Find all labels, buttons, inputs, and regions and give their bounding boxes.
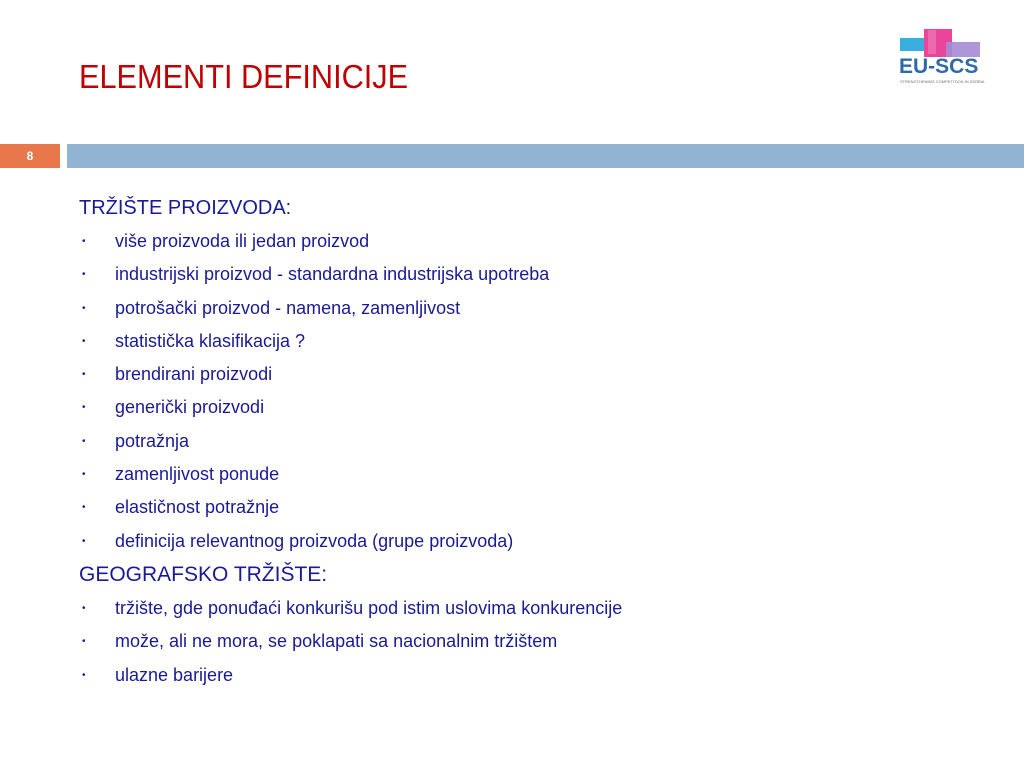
- list-item: [79, 225, 999, 258]
- list-item-text: potrošački proizvod - namena, zamenljivost: [115, 297, 461, 318]
- list-item-text: tržište, gde ponuđaći konkurišu pod istim uslovima konkurencije: [115, 597, 623, 618]
- bullet-icon: •: [82, 469, 86, 481]
- logo-tagline: STRENGTHENING COMPETITION IN SERBIA: [900, 79, 985, 84]
- list-item: [79, 491, 999, 524]
- header-band: [67, 144, 1024, 168]
- slide-title: ELEMENTI DEFINICIJE: [79, 58, 409, 95]
- slide-content: [79, 193, 999, 694]
- bullet-icon: •: [82, 502, 86, 514]
- bullet-icon: •: [82, 636, 86, 648]
- list-item-text: statistička klasifikacija ?: [115, 330, 306, 351]
- list-item: [79, 292, 999, 325]
- list-item-text: generički proizvodi: [115, 397, 265, 418]
- list-item: [79, 625, 999, 658]
- bullet-icon: •: [82, 435, 86, 447]
- logo-block-light-pink: [928, 30, 936, 54]
- bullet-icon: •: [82, 402, 86, 414]
- bullet-icon: •: [82, 535, 86, 547]
- bullet-icon: •: [82, 369, 86, 381]
- geographic-market-list: [79, 592, 999, 692]
- bullet-icon: •: [82, 335, 86, 347]
- list-item: [79, 659, 999, 692]
- bullet-icon: •: [82, 269, 86, 281]
- list-item: [79, 592, 999, 625]
- list-item-text: definicija relevantnog proizvoda (grupe proizvoda): [115, 530, 514, 551]
- bullet-icon: •: [82, 302, 86, 314]
- list-item: [79, 258, 999, 291]
- list-item-text: brendirani proizvodi: [115, 364, 273, 385]
- product-market-list: [79, 225, 999, 558]
- bullet-icon: •: [82, 669, 86, 681]
- logo-text: EU-SCS: [899, 55, 979, 78]
- list-item: [79, 525, 999, 558]
- bullet-icon: •: [82, 602, 86, 614]
- section-heading-geographic-market: GEOGRAFSKO TRŽIŠTE:: [79, 562, 328, 586]
- section-heading-product-market: TRŽIŠTE PROIZVODA:: [79, 197, 292, 219]
- list-item: [79, 391, 999, 424]
- list-item: [79, 425, 999, 458]
- eu-scs-logo: [896, 26, 986, 88]
- list-item: [79, 458, 999, 491]
- list-item: [79, 325, 999, 358]
- list-item-text: ulazne barijere: [115, 664, 234, 685]
- list-item-text: zamenljivost ponude: [115, 464, 280, 485]
- list-item: [79, 358, 999, 391]
- list-item-text: elastičnost potražnje: [115, 497, 280, 518]
- bullet-icon: •: [82, 236, 86, 247]
- list-item-text: industrijski proizvod - standardna industrijska upotreba: [115, 264, 550, 285]
- list-item-text: može, ali ne mora, se poklapati sa nacionalnim tržištem: [115, 631, 558, 652]
- list-item-text: više proizvoda ili jedan proizvod: [115, 231, 370, 251]
- list-item-text: potražnja: [115, 430, 190, 451]
- page-number-badge: 8: [0, 144, 60, 168]
